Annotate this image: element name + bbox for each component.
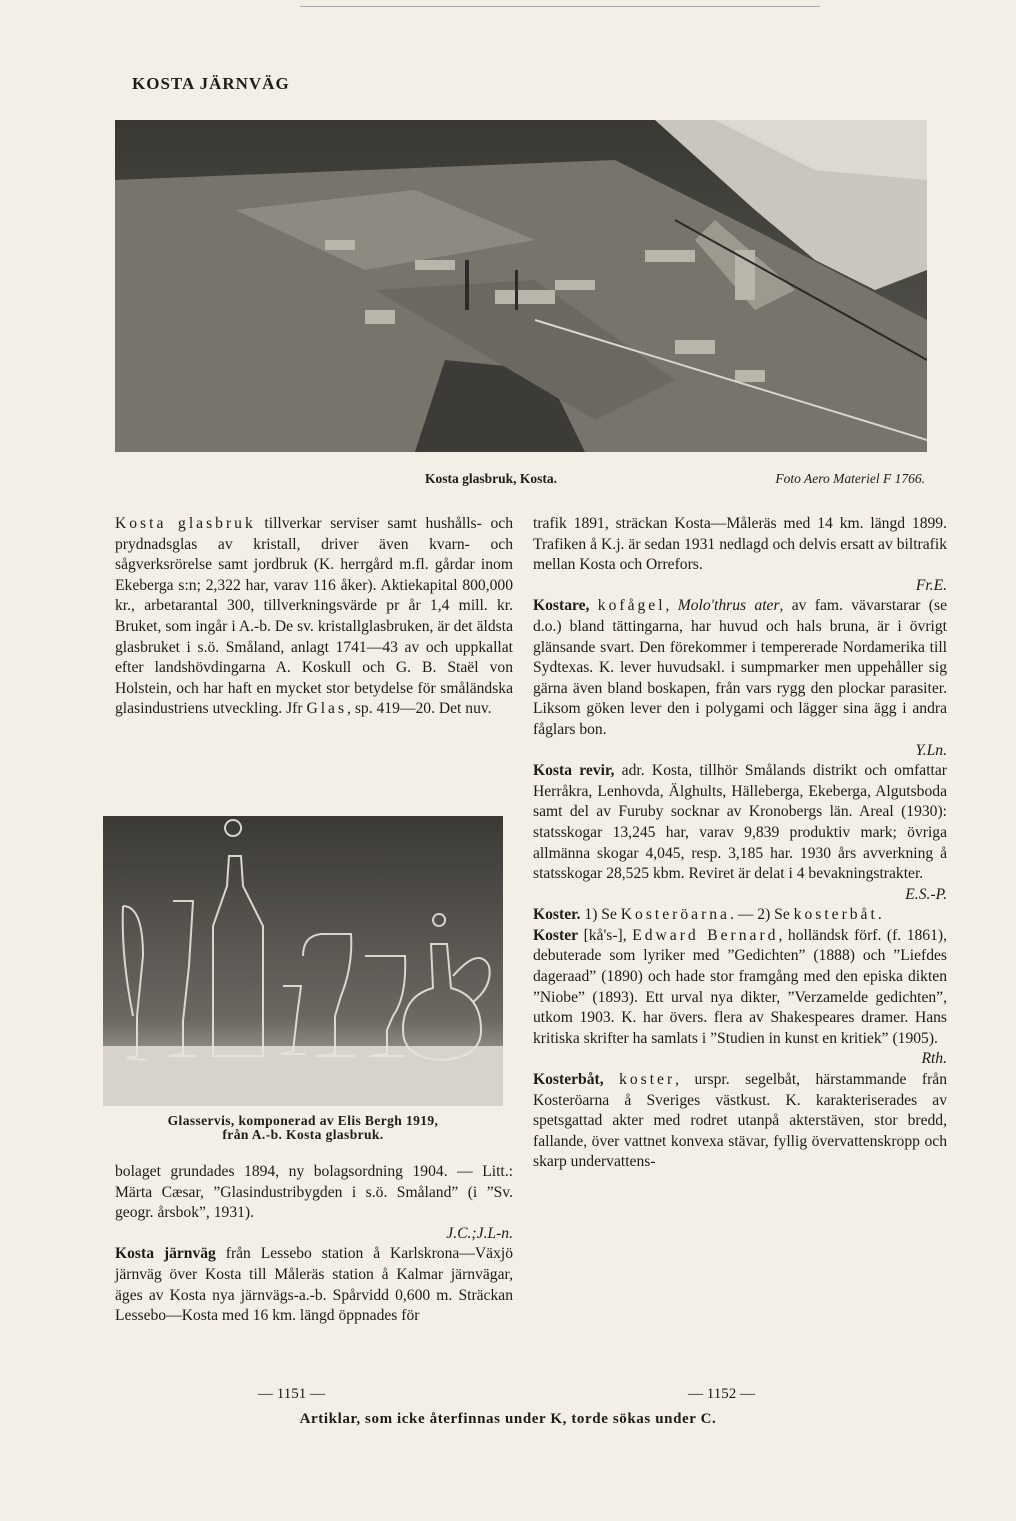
page-number-right: — 1152 — [688, 1386, 755, 1402]
figure2-caption-line2: från A.-b. Kosta glasbruk. [222, 1127, 384, 1143]
author-signature: E.S.-P. [905, 885, 947, 903]
article-koster-edward [533, 926, 947, 1050]
headword-kostare: Kostare, [533, 597, 590, 615]
article-text: från Lessebo station å Karlskrona—Växjö järnväg över Kosta till Måleräs station å Kalmar järnvägar, äges av Kosta nya järnvägs-a.-b. Spårvidd 0,600 m. Sträckan Lessebo—Kosta med 16 km. längd öppnades för [115, 1245, 514, 1325]
figure2-caption [103, 1114, 503, 1142]
synonym-koster: koster [619, 1071, 676, 1089]
article-text: , urspr. segelbåt, härstammande från Kosteröarna å Sveriges västkust. K. karakteriserades av spetsgattad akter med rodret utanpå akterstäven, stor bredd, fallande, över vattnet konvexa stävar, fyllig övervattenskropp och skarp undervattens- [533, 1071, 947, 1171]
author-signature: Y.Ln. [915, 741, 947, 759]
top-rule [300, 6, 820, 7]
aerial-photo-kosta [115, 120, 927, 452]
author-signature: Fr.E. [915, 576, 947, 594]
author-signature: Rth. [921, 1050, 947, 1068]
figure1-caption-credit: Foto Aero Materiel F 1766. [775, 471, 925, 486]
running-head: KOSTA JÄRNVÄG [132, 74, 290, 93]
column-left-top [115, 514, 513, 720]
article-continuation: trafik 1891, sträckan Kosta—Måleräs med 14 km. längd 1899. Trafiken å K.j. är sedan 1931 nedlagd och delvis ersatt av biltrafik mellan Kosta och Orrefors. [533, 515, 947, 574]
article-text: av fam. vävarstarar (se d.o.) bland tättingarna, har huvud och hals bruna, är i övrigt glänsande svart. Den förekommer i tempererade Nordamerika till Sydtexas. K. lever huvudsakl. i sumpmarker men uppehåller sig gärna även bland boskapen, från vars rygg den plockar parasiter. Liksom göken lever den i polygami och lägger sina ägg i andra fåglars bon. [533, 597, 947, 738]
latin-name: Molo'thrus ater [677, 597, 780, 615]
footer-note: Artiklar, som icke återfinnas under K, torde sökas under C. [299, 1411, 717, 1427]
article-text: . — 2) Se [729, 906, 794, 924]
article-text: 1) Se [580, 906, 621, 924]
figure1-caption [425, 471, 925, 487]
headword-kosta-glasbruk: Kosta glasbruk [115, 515, 256, 532]
article-kosta-jarnvag [115, 1244, 513, 1326]
article-continuation: bolaget grundades 1894, ny bolagsordning 1904. — Litt.: Märta Cæsar, ”Glasindustribygden i s.ö. Småland” (i ”Sv. geogr. årsbok”, 1931). [115, 1163, 513, 1222]
cross-reference-kosterbat: kosterbåt [793, 906, 878, 924]
cross-reference-kosteroarna: Kosteröarna [620, 906, 730, 924]
author-signature: J.C.;J.L-n. [446, 1224, 513, 1242]
article-text: tillverkar serviser samt hushålls- och prydnadsglas av kristall, driver även kvarn- och sågverksrörelse samt jordbruk (K. herrgård m.fl. gårdar inom Ekeberga s:n; 2,322 har, varav 116 åker). Aktiekapital 800,000 kr., arbetarantal 300, tillverkningsvärde pr år 1,4 mill. kr. Bruket, som ingår i A.-b. De sv. kristallglasbruken, är det äldsta glasbruket i s.ö. Småland, anlagt 1741—43 av och uppkallat efter landshövdingarna A. Koskull och G. B. Staël von Holstein, och har haft en mycket stor betydelse för småländska glasindustriens utveckling. Jfr [115, 515, 513, 718]
headword-koster-person: Koster [533, 926, 579, 944]
headword-koster: Koster. [533, 906, 581, 924]
figure1-caption-title: Kosta glasbruk, Kosta. [425, 471, 558, 486]
headword-kosta-jarnvag: Kosta järnväg [115, 1245, 216, 1263]
article-text: . [877, 906, 882, 924]
article-kostare: Kostare, kofågel, Molo'thrus ater, av fam. vävarstarar (se d.o.) bland tättingarna, har huvud och hals bruna, är i övrigt glänsande svart. Den förekommer i tempererade Nordamerika till Sydtexas. K. lever huvudsakl. i sumpmarker men uppehåller sig gärna även bland boskapen, från vars rygg den plockar parasiter. Liksom göken lever den i polygami och lägger sina ägg i andra fåglars bon. [533, 597, 947, 738]
glass-service-photo [103, 816, 503, 1106]
column-left-bottom [115, 1162, 513, 1327]
headword-kosterbat: Kosterbåt, [533, 1071, 604, 1089]
article-kosta-revir [533, 761, 947, 885]
page-number-left: — 1151 — [258, 1386, 325, 1402]
article-kosta-glasbruk [115, 514, 513, 720]
column-right [533, 514, 947, 1173]
cross-reference-glas: Glas [306, 700, 348, 718]
synonym-kofagel: kofågel [597, 597, 666, 615]
article-text: [kå's-], [578, 926, 633, 944]
article-kosterbat [533, 1070, 947, 1173]
article-text: adr. Kosta, tillhör Smålands distrikt och omfattar Herråkra, Lenhovda, Älghults, Hälleberga, Ekeberga, Algutsboda samt del av Furuby socknar av Kronobergs län. Areal (1930): statsskogar 13,245 har, varav 9,839 produktiv mark; övriga allmänna skogar 4,045, resp. 3,185 har. 1930 års avverkning å statsskogar 28,525 kbm. Reviret är delat i 4 bevakningstrakter. [533, 762, 947, 883]
article-koster-1 [533, 905, 947, 926]
person-name: Edward Bernard [632, 926, 779, 944]
article-text: , holländsk förf. (f. 1861), debuterade som lyriker med ”Gedichten” (1888) och ”Liefdes dageraad” (1890) och hade stor framgång med den episka dikten ”Niobe” (1893). Ett urval nya dikter, ”Verzamelde gedichten”, utkom 1903. K. har övers. flera av Shakespeares dramer. Hans kritiska skrifter ha samlats i ”Studien in kunst en kritiek” (1905). [533, 926, 947, 1047]
headword-kosta-revir: Kosta revir, [533, 762, 615, 780]
article-text: , sp. 419—20. Det nuv. [347, 700, 492, 718]
figure2-caption-line1: Glasservis, komponerad av Elis Bergh 1919, [167, 1113, 439, 1128]
